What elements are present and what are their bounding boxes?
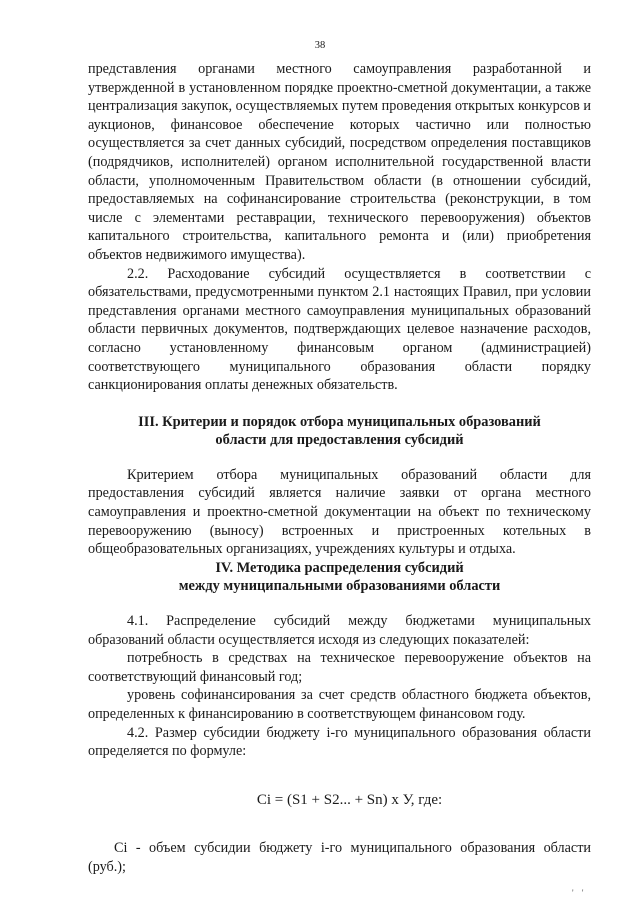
paragraph-4-2: 4.2. Размер субсидии бюджету i-го муниципального образования области определяется по формуле:	[88, 724, 591, 760]
section-3-heading	[88, 413, 591, 450]
section-3-title-line2: области для предоставления субсидий	[215, 432, 464, 449]
section-4-title-line1: IV. Методика распределения субсидий	[215, 559, 464, 576]
formula-definition-ci: Ci - объем субсидии бюджету i-го муниципального образования области (руб.);	[88, 840, 591, 875]
section-3-title-line1: III. Критерии и порядок отбора муниципальных образований	[138, 413, 541, 430]
corner-mark: ' '	[572, 888, 587, 898]
formula-text: Ci = (S1 + S2... + Sn) х У, где:	[256, 791, 443, 808]
section-4-title-line2: между муниципальными образованиями области	[178, 578, 501, 595]
paragraph-cofinancing: уровень софинансирования за счет средств областного бюджета объектов, определенных к финансированию в соответствующем финансовом году.	[88, 687, 591, 722]
page-number: 38	[314, 40, 326, 51]
paragraph-continuation: представления органами местного самоуправления разработанной и утвержденной в установленном порядке проектно-сметной документации, а также централизация закупок, осуществляемых путем проведения открытых конкурсов и аукционов, финансовое обеспечение которых частично или полностью осуществляется за счет данных субсидий, посредством определения поставщиков (подрядчиков, исполнителей) органом исполнительной государственной власти области, уполномоченным Правительством области (в отношении субсидий, предоставляемых на софинансирование строительства (реконструкции, в том числе с элементами реставрации, технического перевооружения) объектов капитального строительства, капитального ремонта и (или) приобретения объектов недвижимого имущества).	[88, 61, 591, 263]
paragraph-4-1: 4.1. Распределение субсидий между бюджетами муниципальных образований области осуществляется исходя из следующих показателей:	[88, 613, 591, 648]
paragraph-2-2: 2.2. Расходование субсидий осуществляется в соответствии с обязательствами, предусмотренными пунктом 2.1 настоящих Правил, при условии представления органами местного самоуправления муниципальных образований области первичных документов, подтверждающих целевое назначение расходов, согласно установленному финансовым органом (администрацией) соответствующего муниципального образования области порядку санкционирования оплаты денежных обязательств.	[88, 265, 591, 394]
section-4-heading	[88, 559, 591, 596]
section-3-text: Критерием отбора муниципальных образований области для предоставления субсидий является наличие заявки от органа местного самоуправления и проектно-сметной документации на объект по техническому перевооружению (выносу) встроенных и пристроенных котельных в общеобразовательных организациях, учреждениях культуры и отдыха.	[88, 466, 591, 558]
document-body	[88, 60, 591, 877]
paragraph-need: потребность в средствах на техническое перевооружение объектов на соответствующий финансовый год;	[88, 650, 591, 685]
formula	[88, 791, 591, 810]
